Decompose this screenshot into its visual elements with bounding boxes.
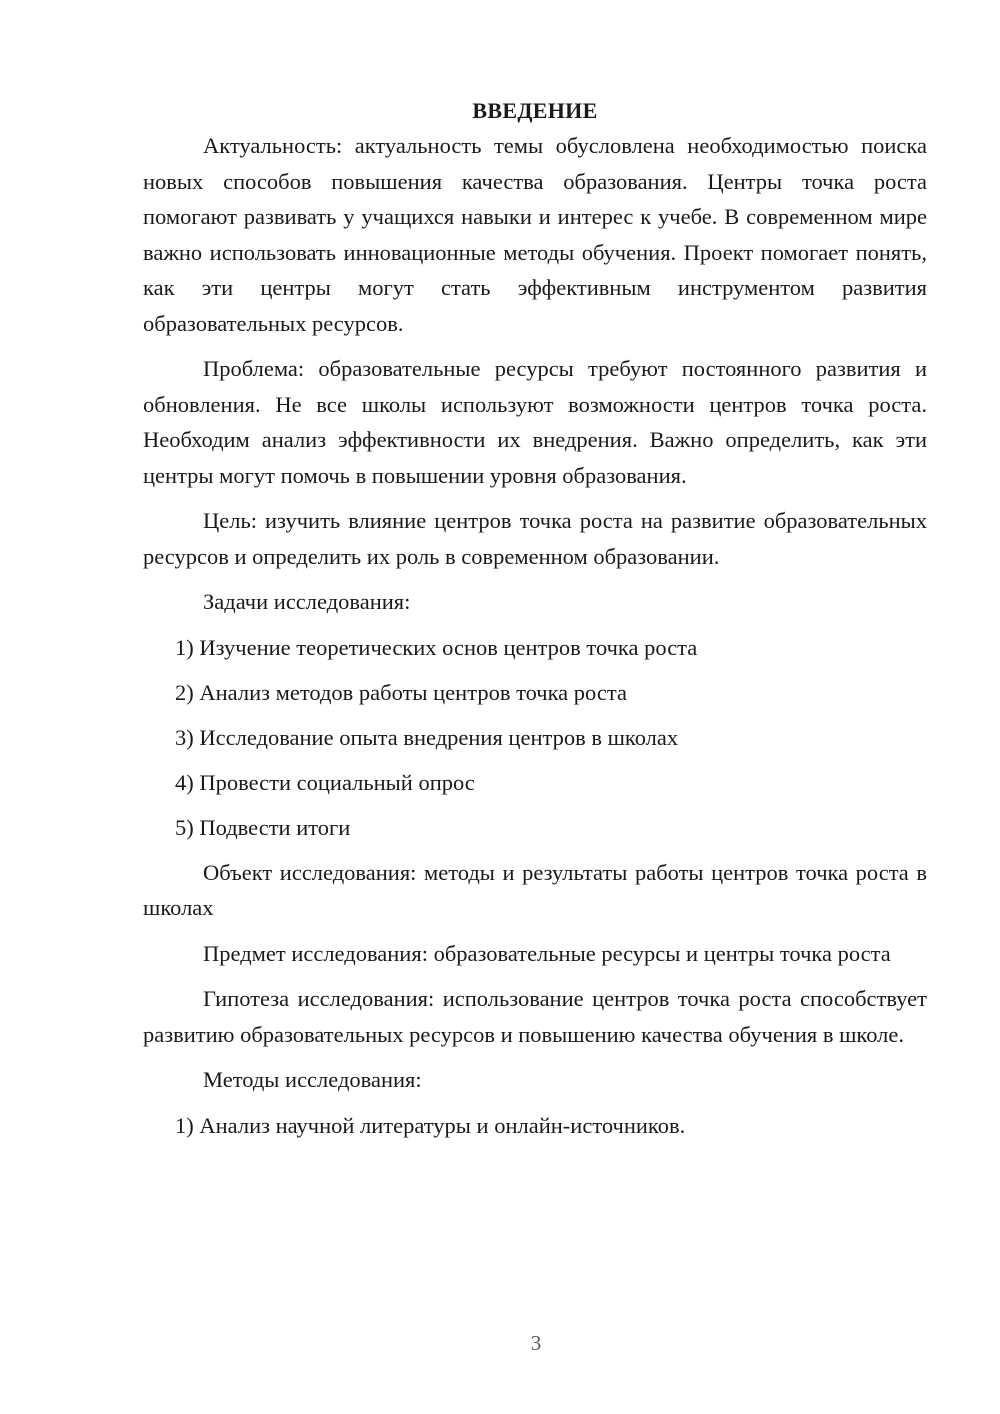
task-item: 2) Анализ методов работы центров точка роста xyxy=(175,679,627,705)
task-item: 3) Исследование опыта внедрения центров в школах xyxy=(175,724,679,750)
task-item: 1) Изучение теоретических основ центров точка роста xyxy=(175,634,698,660)
task-item: 5) Подвести итоги xyxy=(175,814,351,840)
tasks-list xyxy=(143,630,927,846)
problem-paragraph: Проблема: образовательные ресурсы требуют постоянного развития и обновления. Не все школы используют возможности центров точка роста. Необходим анализ эффективности их внедрения. Важно определить, как эти центры могут помочь в повышении уровня образования. xyxy=(143,356,927,488)
methods-heading: Методы исследования: xyxy=(203,1067,422,1092)
tasks-heading: Задачи исследования: xyxy=(203,589,411,614)
goal-paragraph: Цель: изучить влияние центров точка роста на развитие образовательных ресурсов и определить их роль в современном образовании. xyxy=(143,508,927,569)
section-heading: ВВЕДЕНИЕ xyxy=(472,98,598,123)
methods-list xyxy=(143,1108,927,1144)
hypothesis-paragraph: Гипотеза исследования: использование центров точка роста способствует развитию образовательных ресурсов и повышению качества обучения в школе. xyxy=(143,986,927,1047)
subject-paragraph: Предмет исследования: образовательные ресурсы и центры точка роста xyxy=(203,940,891,966)
page-number: 3 xyxy=(530,1331,542,1355)
task-item: 4) Провести социальный опрос xyxy=(175,769,475,795)
method-item: 1) Анализ научной литературы и онлайн-источников. xyxy=(175,1112,686,1138)
object-paragraph: Объект исследования: методы и результаты работы центров точка роста в школах xyxy=(143,859,927,920)
document-page xyxy=(143,96,927,1153)
relevance-paragraph: Актуальность: актуальность темы обусловлена необходимостью поиска новых способов повышения качества образования. Центры точка роста помогают развивать у учащихся навыки и интерес к учебе. В современном мире важно использовать инновационные методы обучения. Проект помогает понять, как эти центры могут стать эффективным инструментом развития образовательных ресурсов. xyxy=(143,133,927,336)
